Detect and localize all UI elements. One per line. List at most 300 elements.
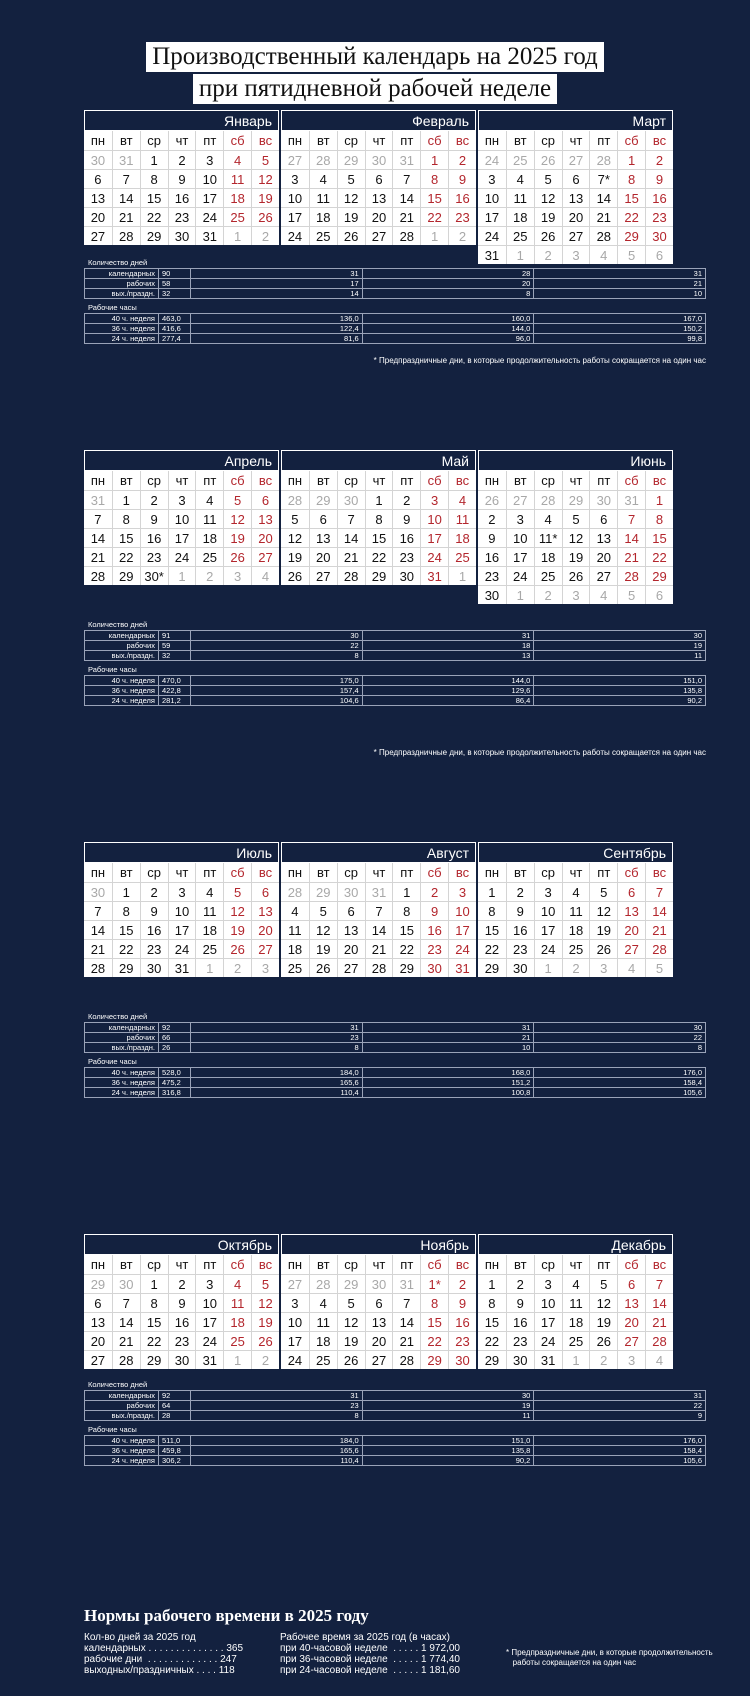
summary-days-row: выходных/праздничных . . . . 118	[84, 1665, 235, 1676]
day-cell: 28	[112, 227, 140, 245]
day-cell: 22	[365, 548, 393, 566]
day-cell: 21	[90, 942, 106, 957]
week-row	[478, 958, 673, 977]
stats-value: 176,0	[534, 1068, 706, 1078]
day-cell: 1	[223, 1351, 251, 1369]
day-cell: 11	[195, 902, 223, 920]
day-cell: 15	[112, 529, 140, 547]
weekday-label: пт	[195, 863, 223, 882]
stats-row	[85, 289, 706, 299]
stats-label: рабочих	[85, 279, 159, 289]
stats-value: 8	[191, 651, 363, 661]
stats-value: 105,6	[534, 1088, 706, 1098]
day-cell: 25	[506, 151, 534, 169]
day-cell: 20	[617, 1313, 645, 1331]
day-cell: 25	[309, 227, 337, 245]
weekday-label: ср	[140, 471, 168, 490]
day-cell: 15	[617, 189, 645, 207]
day-cell: 29	[365, 567, 393, 585]
day-cell: 19	[534, 208, 562, 226]
day-cell: 22	[484, 942, 500, 957]
day-cell: 12	[534, 189, 562, 207]
week-row	[281, 226, 476, 245]
month-name: Август	[281, 842, 476, 863]
day-cell: 29	[337, 1275, 365, 1293]
stats-label: вых./праздн.	[85, 289, 159, 299]
day-cell: 28	[589, 227, 617, 245]
month-calendar	[478, 842, 673, 977]
day-cell: 6	[617, 883, 645, 901]
day-cell: 19	[589, 1313, 617, 1331]
stats-value: 31	[534, 269, 706, 279]
stats-value: 150,2	[534, 324, 706, 334]
weekday-label: вт	[309, 471, 337, 490]
day-cell: 27	[337, 959, 365, 977]
day-cell: 16	[448, 1313, 476, 1331]
day-cell: 10	[195, 1294, 223, 1312]
day-cell: 8	[645, 510, 673, 528]
stats-value: 165,6	[191, 1078, 363, 1088]
stats-value: 14	[191, 289, 363, 299]
day-cell: 27	[506, 491, 534, 509]
day-cell: 20	[365, 1332, 393, 1350]
stats-row	[85, 651, 706, 661]
day-cell: 25	[309, 1351, 337, 1369]
month-name: Январь	[84, 110, 279, 131]
day-cell: 17	[448, 921, 476, 939]
stats-value: 23	[191, 1033, 363, 1043]
day-cell: 10	[506, 529, 534, 547]
day-cell: 6	[365, 1294, 393, 1312]
weekday-label: пт	[392, 131, 420, 150]
weekday-label: пн	[484, 473, 500, 488]
week-row	[84, 509, 279, 528]
weekday-label: пн	[287, 473, 303, 488]
day-cell: 15	[112, 921, 140, 939]
day-cell: 6	[309, 510, 337, 528]
weekday-label: чт	[562, 863, 590, 882]
week-row	[478, 547, 673, 566]
stats-rows	[84, 268, 706, 299]
summary-days	[84, 1632, 243, 1676]
day-cell: 14	[392, 1313, 420, 1331]
day-cell: 1	[195, 959, 223, 977]
day-cell: 14	[365, 921, 393, 939]
day-cell: 4	[589, 586, 617, 604]
day-cell: 24	[168, 548, 196, 566]
day-cell: 4	[534, 510, 562, 528]
day-cell: 30	[90, 885, 106, 900]
day-cell: 9	[506, 902, 534, 920]
weekday-label: сб	[617, 863, 645, 882]
weekday-label: вс	[645, 471, 673, 490]
day-cell: 19	[251, 189, 279, 207]
day-cell: 2	[448, 1275, 476, 1293]
day-cell: 23	[392, 548, 420, 566]
day-cell: 2	[448, 151, 476, 169]
week-row	[281, 901, 476, 920]
stats-total: 58	[159, 279, 191, 289]
stats-row	[85, 279, 706, 289]
day-cell: 17	[287, 1334, 303, 1349]
day-cell: 12	[562, 529, 590, 547]
week-row	[478, 1312, 673, 1331]
day-cell: 21	[112, 1332, 140, 1350]
stats-label: 40 ч. неделя	[85, 1436, 159, 1446]
day-cell: 23	[645, 208, 673, 226]
stats-value: 135,8	[362, 1446, 534, 1456]
stats-value: 81,6	[191, 334, 363, 344]
page-title	[0, 42, 750, 104]
weekday-label: пт	[195, 471, 223, 490]
stats-label: 36 ч. неделя	[85, 1446, 159, 1456]
week-row	[478, 226, 673, 245]
stats-total: 316,8	[159, 1088, 191, 1098]
day-cell: 5	[645, 959, 673, 977]
stats-total: 511,0	[159, 1436, 191, 1446]
day-cell: 15	[484, 1315, 500, 1330]
day-cell: 8	[140, 170, 168, 188]
weekday-label: вс	[645, 1255, 673, 1274]
day-cell: 21	[589, 208, 617, 226]
week-row	[281, 1312, 476, 1331]
day-cell: 7	[392, 170, 420, 188]
day-cell: 27	[617, 1332, 645, 1350]
day-cell: 26	[309, 959, 337, 977]
day-cell: 25	[562, 1332, 590, 1350]
day-cell: 4	[617, 959, 645, 977]
stats-table	[84, 620, 706, 706]
day-cell: 1	[365, 491, 393, 509]
stats-value: 158,4	[534, 1446, 706, 1456]
day-cell: 12	[589, 902, 617, 920]
weekday-label: сб	[223, 863, 251, 882]
day-cell: 1	[645, 491, 673, 509]
day-cell: 21	[617, 548, 645, 566]
weekday-label: сб	[420, 863, 448, 882]
month-name: Март	[478, 110, 673, 131]
weekday-label: ср	[140, 131, 168, 150]
weekday-header	[478, 1255, 673, 1274]
day-cell: 7	[365, 902, 393, 920]
weekday-label: пн	[287, 1257, 303, 1272]
day-cell: 5	[589, 883, 617, 901]
day-cell: 31	[195, 1351, 223, 1369]
day-cell: 30	[392, 567, 420, 585]
weekday-label: пт	[589, 1255, 617, 1274]
weekday-label: сб	[223, 131, 251, 150]
day-cell: 3	[534, 1275, 562, 1293]
day-cell: 7	[337, 510, 365, 528]
week-row	[281, 528, 476, 547]
stats-row	[85, 676, 706, 686]
day-cell: 23	[506, 1332, 534, 1350]
hours-header: Рабочие часы	[88, 665, 137, 674]
day-cell: 10	[420, 510, 448, 528]
week-row	[84, 490, 279, 509]
day-cell: 8	[488, 1296, 496, 1311]
stats-value: 176,0	[534, 1436, 706, 1446]
day-cell: 1	[140, 1275, 168, 1293]
day-cell: 3	[251, 959, 279, 977]
week-row	[281, 1331, 476, 1350]
day-cell: 27	[562, 227, 590, 245]
day-cell: 16	[140, 529, 168, 547]
weekday-label: ср	[337, 131, 365, 150]
stats-value: 96,0	[362, 334, 534, 344]
day-cell: 28	[534, 491, 562, 509]
day-cell: 29	[112, 959, 140, 977]
stats-value: 184,0	[191, 1068, 363, 1078]
stats-value: 28	[362, 269, 534, 279]
weekday-label: вс	[251, 863, 279, 882]
stats-rows	[84, 630, 706, 661]
summary-hours-title: Рабочее время за 2025 год (в часах)	[280, 1632, 450, 1643]
day-cell: 10	[168, 510, 196, 528]
day-cell: 4	[223, 1275, 251, 1293]
week-row	[281, 207, 476, 226]
week-row	[281, 547, 476, 566]
stats-value: 31	[191, 269, 363, 279]
day-cell: 13	[309, 529, 337, 547]
day-cell: 9	[140, 902, 168, 920]
stats-total: 92	[159, 1391, 191, 1401]
weekday-label: ср	[140, 1255, 168, 1274]
day-cell: 28	[287, 885, 303, 900]
stats-row	[85, 334, 706, 344]
weekday-label: пн	[90, 865, 106, 880]
day-cell: 27	[365, 227, 393, 245]
month-name: Ноябрь	[281, 1234, 476, 1255]
day-cell: 23	[140, 548, 168, 566]
stats-total: 28	[159, 1411, 191, 1421]
stats-value: 30	[191, 631, 363, 641]
days-header: Количество дней	[88, 1380, 148, 1389]
day-cell: 15	[420, 189, 448, 207]
day-cell: 2	[534, 246, 562, 264]
month-row	[84, 1234, 706, 1394]
stats-row	[85, 324, 706, 334]
day-cell: 7*	[589, 170, 617, 188]
weekday-label: пт	[589, 863, 617, 882]
day-cell: 29	[562, 491, 590, 509]
weekday-header	[84, 863, 279, 882]
day-cell: 15	[365, 529, 393, 547]
summary	[84, 1606, 713, 1686]
day-cell: 3	[617, 1351, 645, 1369]
day-cell: 27	[309, 567, 337, 585]
day-cell: 31	[448, 959, 476, 977]
day-cell: 28	[617, 567, 645, 585]
stats-total: 475,2	[159, 1078, 191, 1088]
day-cell: 16	[506, 921, 534, 939]
weekday-header	[478, 471, 673, 490]
day-cell: 18	[309, 1332, 337, 1350]
day-cell: 16	[448, 189, 476, 207]
weekday-label: вс	[448, 863, 476, 882]
week-row	[281, 490, 476, 509]
day-cell: 15	[140, 1313, 168, 1331]
weekday-label: чт	[168, 131, 196, 150]
stats-value: 8	[362, 289, 534, 299]
day-cell: 11	[506, 189, 534, 207]
day-cell: 2	[392, 491, 420, 509]
day-cell: 26	[589, 1332, 617, 1350]
week-row	[478, 509, 673, 528]
day-cell: 5	[291, 512, 299, 527]
day-cell: 20	[90, 210, 106, 225]
stats-total: 416,6	[159, 324, 191, 334]
stats-value: 8	[191, 1411, 363, 1421]
day-cell: 27	[251, 548, 279, 566]
day-cell: 28	[589, 151, 617, 169]
weekday-label: ср	[534, 471, 562, 490]
stats-total: 528,0	[159, 1068, 191, 1078]
weekday-label: вс	[448, 471, 476, 490]
day-cell: 4	[645, 1351, 673, 1369]
day-cell: 24	[534, 1332, 562, 1350]
stats-label: 36 ч. неделя	[85, 1078, 159, 1088]
day-cell: 10	[195, 170, 223, 188]
day-cell: 10	[534, 902, 562, 920]
week-row	[478, 169, 673, 188]
weekday-label: пн	[484, 1257, 500, 1272]
weekday-label: вс	[448, 1255, 476, 1274]
day-cell: 10	[484, 191, 500, 206]
day-cell: 21	[392, 1332, 420, 1350]
day-cell: 3	[168, 491, 196, 509]
day-cell: 18	[195, 529, 223, 547]
weekday-label: пн	[287, 865, 303, 880]
month-calendar	[478, 110, 673, 264]
stats-label: рабочих	[85, 1401, 159, 1411]
stats-total: 306,2	[159, 1456, 191, 1466]
day-cell: 14	[90, 923, 106, 938]
week-row	[478, 901, 673, 920]
day-cell: 17	[420, 529, 448, 547]
day-cell: 2	[506, 1275, 534, 1293]
stats-value: 90,2	[534, 696, 706, 706]
day-cell: 2	[589, 1351, 617, 1369]
day-cell: 27	[90, 229, 106, 244]
stats-value: 99,8	[534, 334, 706, 344]
stats-rows	[84, 1067, 706, 1098]
month-name: Июнь	[478, 450, 673, 471]
weekday-header	[478, 131, 673, 150]
stats-table	[84, 258, 706, 344]
day-cell: 11	[195, 510, 223, 528]
day-cell: 11	[562, 902, 590, 920]
day-cell: 20	[589, 548, 617, 566]
day-cell: 17	[195, 189, 223, 207]
day-cell: 4	[562, 1275, 590, 1293]
stats-value: 8	[191, 1043, 363, 1053]
stats-total: 66	[159, 1033, 191, 1043]
week-row	[84, 920, 279, 939]
day-cell: 26	[337, 1351, 365, 1369]
week-row	[84, 226, 279, 245]
day-cell: 10	[448, 902, 476, 920]
day-cell: 20	[251, 529, 279, 547]
day-cell: 3	[420, 491, 448, 509]
day-cell: 5	[617, 246, 645, 264]
day-cell: 24	[287, 229, 303, 244]
weekday-label: сб	[617, 131, 645, 150]
day-cell: 5	[617, 586, 645, 604]
day-cell: 26	[251, 1332, 279, 1350]
stats-value: 31	[191, 1391, 363, 1401]
stats-total: 90	[159, 269, 191, 279]
week-row	[478, 207, 673, 226]
stats-label: 36 ч. неделя	[85, 324, 159, 334]
weekday-label: ср	[534, 1255, 562, 1274]
week-row	[84, 1350, 279, 1369]
weekday-label: пн	[484, 865, 500, 880]
day-cell: 15	[140, 189, 168, 207]
month-row	[84, 450, 706, 610]
stats-row	[85, 1078, 706, 1088]
week-row	[84, 939, 279, 958]
day-cell: 27	[562, 151, 590, 169]
day-cell: 14	[392, 189, 420, 207]
stats-value: 30	[534, 1023, 706, 1033]
day-cell: 5	[534, 170, 562, 188]
day-cell: 17	[534, 921, 562, 939]
stats-value: 104,6	[191, 696, 363, 706]
day-cell: 17	[168, 529, 196, 547]
day-cell: 23	[168, 1332, 196, 1350]
day-cell: 4	[506, 170, 534, 188]
stats-row	[85, 1391, 706, 1401]
stats-total: 91	[159, 631, 191, 641]
day-cell: 18	[448, 529, 476, 547]
day-cell: 12	[251, 170, 279, 188]
day-cell: 31	[392, 151, 420, 169]
day-cell: 3	[448, 883, 476, 901]
stats-value: 19	[534, 641, 706, 651]
week-row	[281, 566, 476, 585]
day-cell: 24	[484, 229, 500, 244]
day-cell: 5	[223, 883, 251, 901]
day-cell: 5	[337, 170, 365, 188]
day-cell: 2	[562, 959, 590, 977]
weekday-header	[281, 131, 476, 150]
stats-total: 59	[159, 641, 191, 651]
day-cell: 10	[534, 1294, 562, 1312]
day-cell: 30	[448, 1351, 476, 1369]
summary-days-row: рабочие дни . . . . . . . . . . . . . 247	[84, 1654, 237, 1665]
day-cell: 24	[484, 153, 500, 168]
day-cell: 4	[309, 1294, 337, 1312]
day-cell: 31	[365, 883, 393, 901]
day-cell: 13	[90, 191, 106, 206]
day-cell: 11	[562, 1294, 590, 1312]
day-cell: 11	[288, 923, 302, 938]
day-cell: 30	[484, 588, 500, 603]
day-cell: 21	[337, 548, 365, 566]
month-calendar	[281, 450, 476, 585]
day-cell: 17	[168, 921, 196, 939]
stats-rows	[84, 1435, 706, 1466]
day-cell: 21	[645, 921, 673, 939]
day-cell: 11	[309, 189, 337, 207]
day-cell: 26	[534, 151, 562, 169]
weekday-label: сб	[420, 1255, 448, 1274]
stats-row	[85, 696, 706, 706]
weekday-label: сб	[617, 1255, 645, 1274]
stats-table	[84, 1012, 706, 1098]
day-cell: 18	[562, 1313, 590, 1331]
